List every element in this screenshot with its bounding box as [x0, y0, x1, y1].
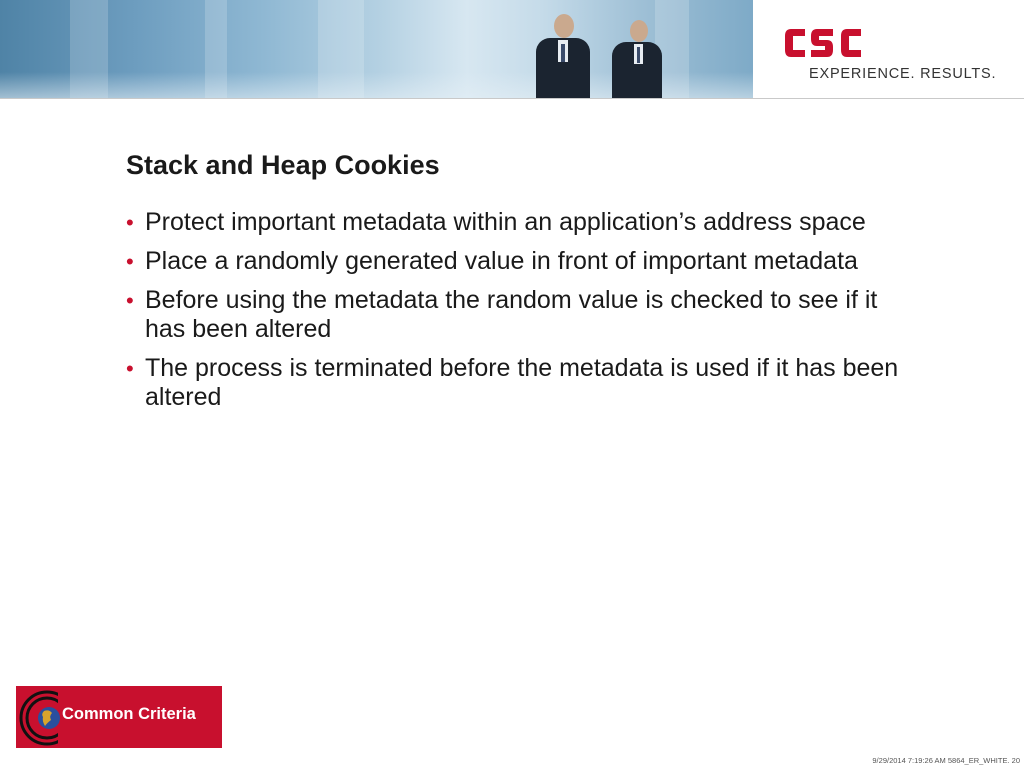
slide-title: Stack and Heap Cookies [126, 150, 440, 180]
bullet-dot: • [126, 249, 134, 274]
bullet-item [126, 354, 906, 412]
common-criteria-label: Common Criteria [62, 705, 196, 723]
bullet-item [126, 286, 906, 344]
header-divider [0, 98, 1024, 99]
bullet-text: Place a randomly generated value in front of important metadata [145, 247, 858, 275]
person-figure [528, 8, 596, 98]
csc-logo-area [753, 0, 1024, 98]
common-criteria-logo [16, 686, 222, 748]
bullet-text: The process is terminated before the metadata is used if it has been altered [145, 354, 899, 411]
bullet-text: Protect important metadata within an application’s address space [145, 208, 866, 236]
bullet-dot: • [126, 210, 134, 235]
bullet-dot: • [126, 288, 134, 313]
bullet-item [126, 247, 906, 276]
bullet-list [126, 208, 906, 422]
slide-footer-info: 9/29/2014 7:19:26 AM 5864_ER_WHITE. 20 [872, 756, 1020, 765]
header-photo-banner [0, 0, 753, 98]
bullet-item [126, 208, 906, 237]
bullet-text: Before using the metadata the random value is checked to see if it has been altered [145, 286, 878, 343]
logo-tagline: EXPERIENCE. RESULTS. [809, 66, 997, 82]
person-figure [606, 14, 668, 98]
csc-logo [783, 24, 863, 62]
bullet-dot: • [126, 356, 134, 381]
